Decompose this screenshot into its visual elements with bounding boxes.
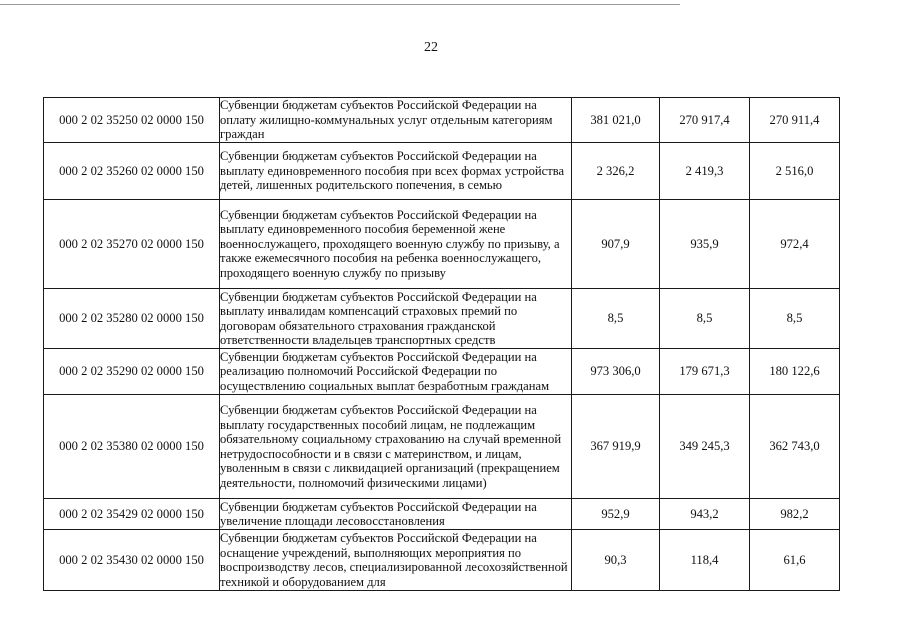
value-year1-cell: 907,9 [572, 200, 660, 289]
value-year2-cell: 179 671,3 [660, 349, 750, 395]
table-row [44, 143, 840, 200]
value-year3-cell: 8,5 [750, 289, 840, 349]
budget-code-cell: 000 2 02 35250 02 0000 150 [44, 98, 220, 143]
budget-code-cell: 000 2 02 35280 02 0000 150 [44, 289, 220, 349]
value-year3-cell: 972,4 [750, 200, 840, 289]
description-cell: Субвенции бюджетам субъектов Российской Федерации на выплату единовременного пособия при всех формах устройства детей, лишенных родительского попечения, в семью [220, 143, 572, 200]
value-year2-cell: 118,4 [660, 530, 750, 591]
value-year3-cell: 2 516,0 [750, 143, 840, 200]
description-cell: Субвенции бюджетам субъектов Российской Федерации на реализацию полномочий Российской Федерации по осуществлению социальных выплат безработным гражданам [220, 349, 572, 395]
value-year1-cell: 90,3 [572, 530, 660, 591]
description-cell: Субвенции бюджетам субъектов Российской Федерации на оплату жилищно-коммунальных услуг отдельным категориям граждан [220, 98, 572, 143]
value-year1-cell: 952,9 [572, 499, 660, 530]
value-year3-cell: 61,6 [750, 530, 840, 591]
budget-code-cell: 000 2 02 35429 02 0000 150 [44, 499, 220, 530]
value-year3-cell: 180 122,6 [750, 349, 840, 395]
table-row [44, 499, 840, 530]
value-year1-cell: 8,5 [572, 289, 660, 349]
value-year2-cell: 270 917,4 [660, 98, 750, 143]
value-year1-cell: 381 021,0 [572, 98, 660, 143]
description-cell: Субвенции бюджетам субъектов Российской Федерации на увеличение площади лесовосстановления [220, 499, 572, 530]
description-cell: Субвенции бюджетам субъектов Российской Федерации на выплату государственных пособий лицам, не подлежащим обязательному социальному страхованию на случай временной нетрудоспособности и в связи с материнством, и лицам, уволенным в связи с ликвидацией организаций (прекращением деятельности, полномочий физическими лицами) [220, 395, 572, 499]
value-year1-cell: 2 326,2 [572, 143, 660, 200]
value-year2-cell: 8,5 [660, 289, 750, 349]
description-cell: Субвенции бюджетам субъектов Российской Федерации на оснащение учреждений, выполняющих мероприятия по воспроизводству лесов, специализированной лесохозяйственной техникой и оборудованием для [220, 530, 572, 591]
value-year3-cell: 982,2 [750, 499, 840, 530]
budget-code-cell: 000 2 02 35260 02 0000 150 [44, 143, 220, 200]
table-row [44, 530, 840, 591]
value-year3-cell: 270 911,4 [750, 98, 840, 143]
table-row [44, 349, 840, 395]
budget-code-cell: 000 2 02 35380 02 0000 150 [44, 395, 220, 499]
value-year2-cell: 2 419,3 [660, 143, 750, 200]
description-cell: Субвенции бюджетам субъектов Российской Федерации на выплату единовременного пособия беременной жене военнослужащего, проходящего военную службу по призыву, а также ежемесячного пособия на ребенка военнослужащего, проходящего военную службу по призыву [220, 200, 572, 289]
table-row [44, 395, 840, 499]
value-year3-cell: 362 743,0 [750, 395, 840, 499]
table-row [44, 98, 840, 143]
budget-code-cell: 000 2 02 35430 02 0000 150 [44, 530, 220, 591]
budget-table [43, 97, 840, 591]
page-number: 22 [424, 40, 438, 55]
value-year1-cell: 367 919,9 [572, 395, 660, 499]
table-row [44, 200, 840, 289]
budget-code-cell: 000 2 02 35270 02 0000 150 [44, 200, 220, 289]
value-year1-cell: 973 306,0 [572, 349, 660, 395]
value-year2-cell: 935,9 [660, 200, 750, 289]
value-year2-cell: 349 245,3 [660, 395, 750, 499]
scan-edge-line [0, 4, 680, 5]
value-year2-cell: 943,2 [660, 499, 750, 530]
table-row [44, 289, 840, 349]
description-cell: Субвенции бюджетам субъектов Российской Федерации на выплату инвалидам компенсаций страховых премий по договорам обязательного страхования гражданской ответственности владельцев транспортных средств [220, 289, 572, 349]
budget-code-cell: 000 2 02 35290 02 0000 150 [44, 349, 220, 395]
